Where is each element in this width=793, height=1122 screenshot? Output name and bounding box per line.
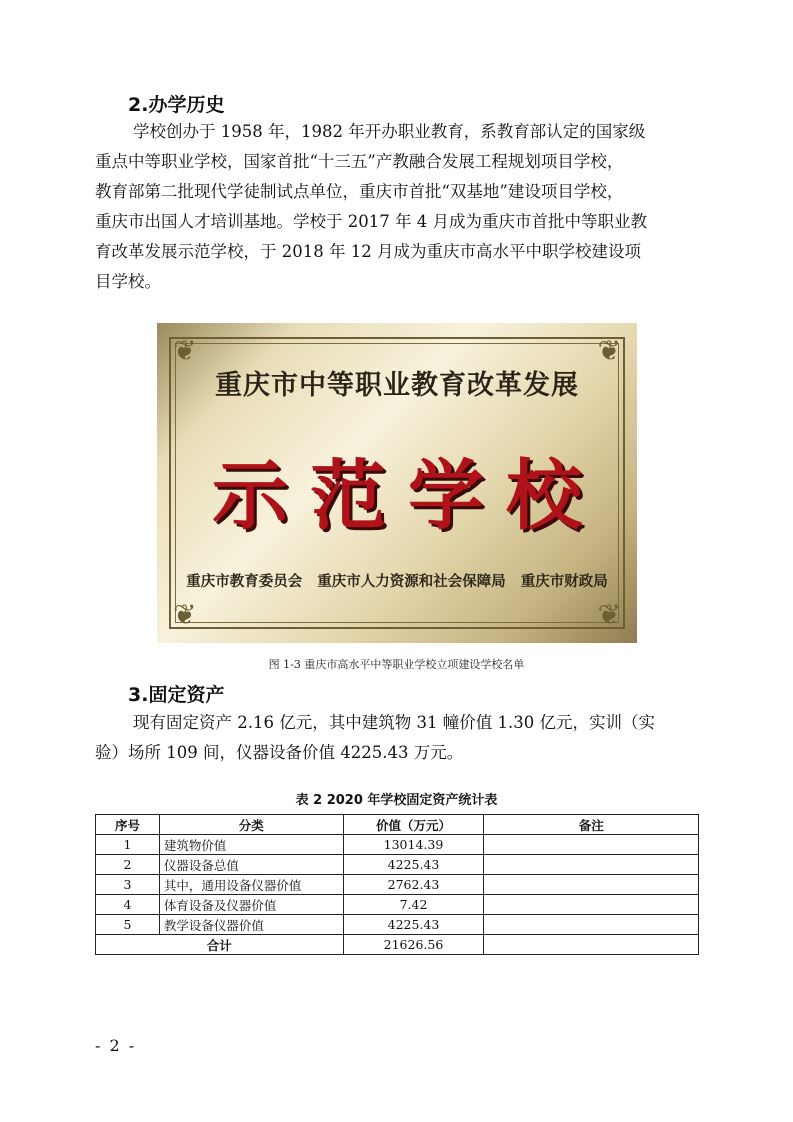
table-row	[96, 915, 699, 935]
header-note: 备注	[484, 815, 699, 835]
history-line: 重庆市出国人才培训基地。学校于 2017 年 4 月成为重庆市首批中等职业教	[95, 212, 647, 231]
header-no: 序号	[96, 815, 160, 835]
figure-caption: 图 1-3 重庆市高水平中等职业学校立项建设学校名单	[268, 658, 525, 671]
plaque-issuers: 重庆市教育委员会 重庆市人力资源和社会保障局 重庆市财政局	[186, 574, 608, 590]
cell-no: 4	[96, 895, 160, 915]
cell-value: 4225.43	[343, 915, 484, 935]
history-line: 目学校。	[95, 272, 161, 291]
history-line: 学校创办于 1958 年，1982 年开办职业教育，系教育部认定的国家级	[133, 122, 646, 141]
assets-line: 验）场所 109 间，仪器设备价值 4225.43 万元。	[95, 743, 464, 762]
history-line: 教育部第二批现代学徒制试点单位，重庆市首批“双基地”建设项目学校，	[95, 182, 624, 201]
cell-category: 其中，通用设备仪器价值	[159, 875, 343, 895]
cell-note	[484, 855, 699, 875]
history-line: 重点中等职业学校，国家首批“十三五”产教融合发展工程规划项目学校，	[95, 152, 624, 171]
cell-category: 体育设备及仪器价值	[159, 895, 343, 915]
page-number: - 2 -	[95, 1036, 137, 1055]
demonstration-school-plaque-photo	[157, 323, 637, 643]
section-heading-history: 2.办学历史	[128, 94, 225, 116]
table-total-row	[96, 935, 699, 955]
table-caption: 表 2 2020 年学校固定资产统计表	[295, 793, 498, 808]
section-heading-assets: 3.固定资产	[128, 684, 225, 706]
cell-no: 1	[96, 835, 160, 855]
cell-no: 5	[96, 915, 160, 935]
plaque-main-text: 示范学校	[212, 451, 604, 540]
cell-value: 7.42	[343, 895, 484, 915]
cell-category: 建筑物价值	[159, 835, 343, 855]
corner-ornament-icon: ❦	[597, 334, 621, 367]
cell-category: 仪器设备总值	[159, 855, 343, 875]
table-row	[96, 835, 699, 855]
cell-value: 2762.43	[343, 875, 484, 895]
cell-value: 4225.43	[343, 855, 484, 875]
cell-no: 2	[96, 855, 160, 875]
cell-note	[484, 875, 699, 895]
cell-category: 教学设备仪器价值	[159, 915, 343, 935]
fixed-assets-table	[95, 814, 699, 955]
corner-ornament-icon: ❦	[173, 334, 197, 367]
plaque-title: 重庆市中等职业教育改革发展	[215, 370, 579, 401]
header-category: 分类	[159, 815, 343, 835]
total-note	[484, 935, 699, 955]
table-row	[96, 855, 699, 875]
cell-note	[484, 895, 699, 915]
assets-paragraph	[95, 708, 700, 768]
header-value: 价值（万元）	[343, 815, 484, 835]
table-header-row	[96, 815, 699, 835]
cell-note	[484, 835, 699, 855]
assets-line: 现有固定资产 2.16 亿元，其中建筑物 31 幢价值 1.30 亿元，实训（实	[133, 713, 655, 732]
history-paragraph	[95, 117, 700, 297]
total-label: 合计	[96, 935, 344, 955]
corner-ornament-icon: ❦	[173, 598, 197, 631]
total-value: 21626.56	[343, 935, 484, 955]
table-row	[96, 875, 699, 895]
cell-note	[484, 915, 699, 935]
cell-value: 13014.39	[343, 835, 484, 855]
table-row	[96, 895, 699, 915]
corner-ornament-icon: ❦	[597, 598, 621, 631]
history-line: 育改革发展示范学校，于 2018 年 12 月成为重庆市高水平中职学校建设项	[95, 242, 641, 261]
cell-no: 3	[96, 875, 160, 895]
